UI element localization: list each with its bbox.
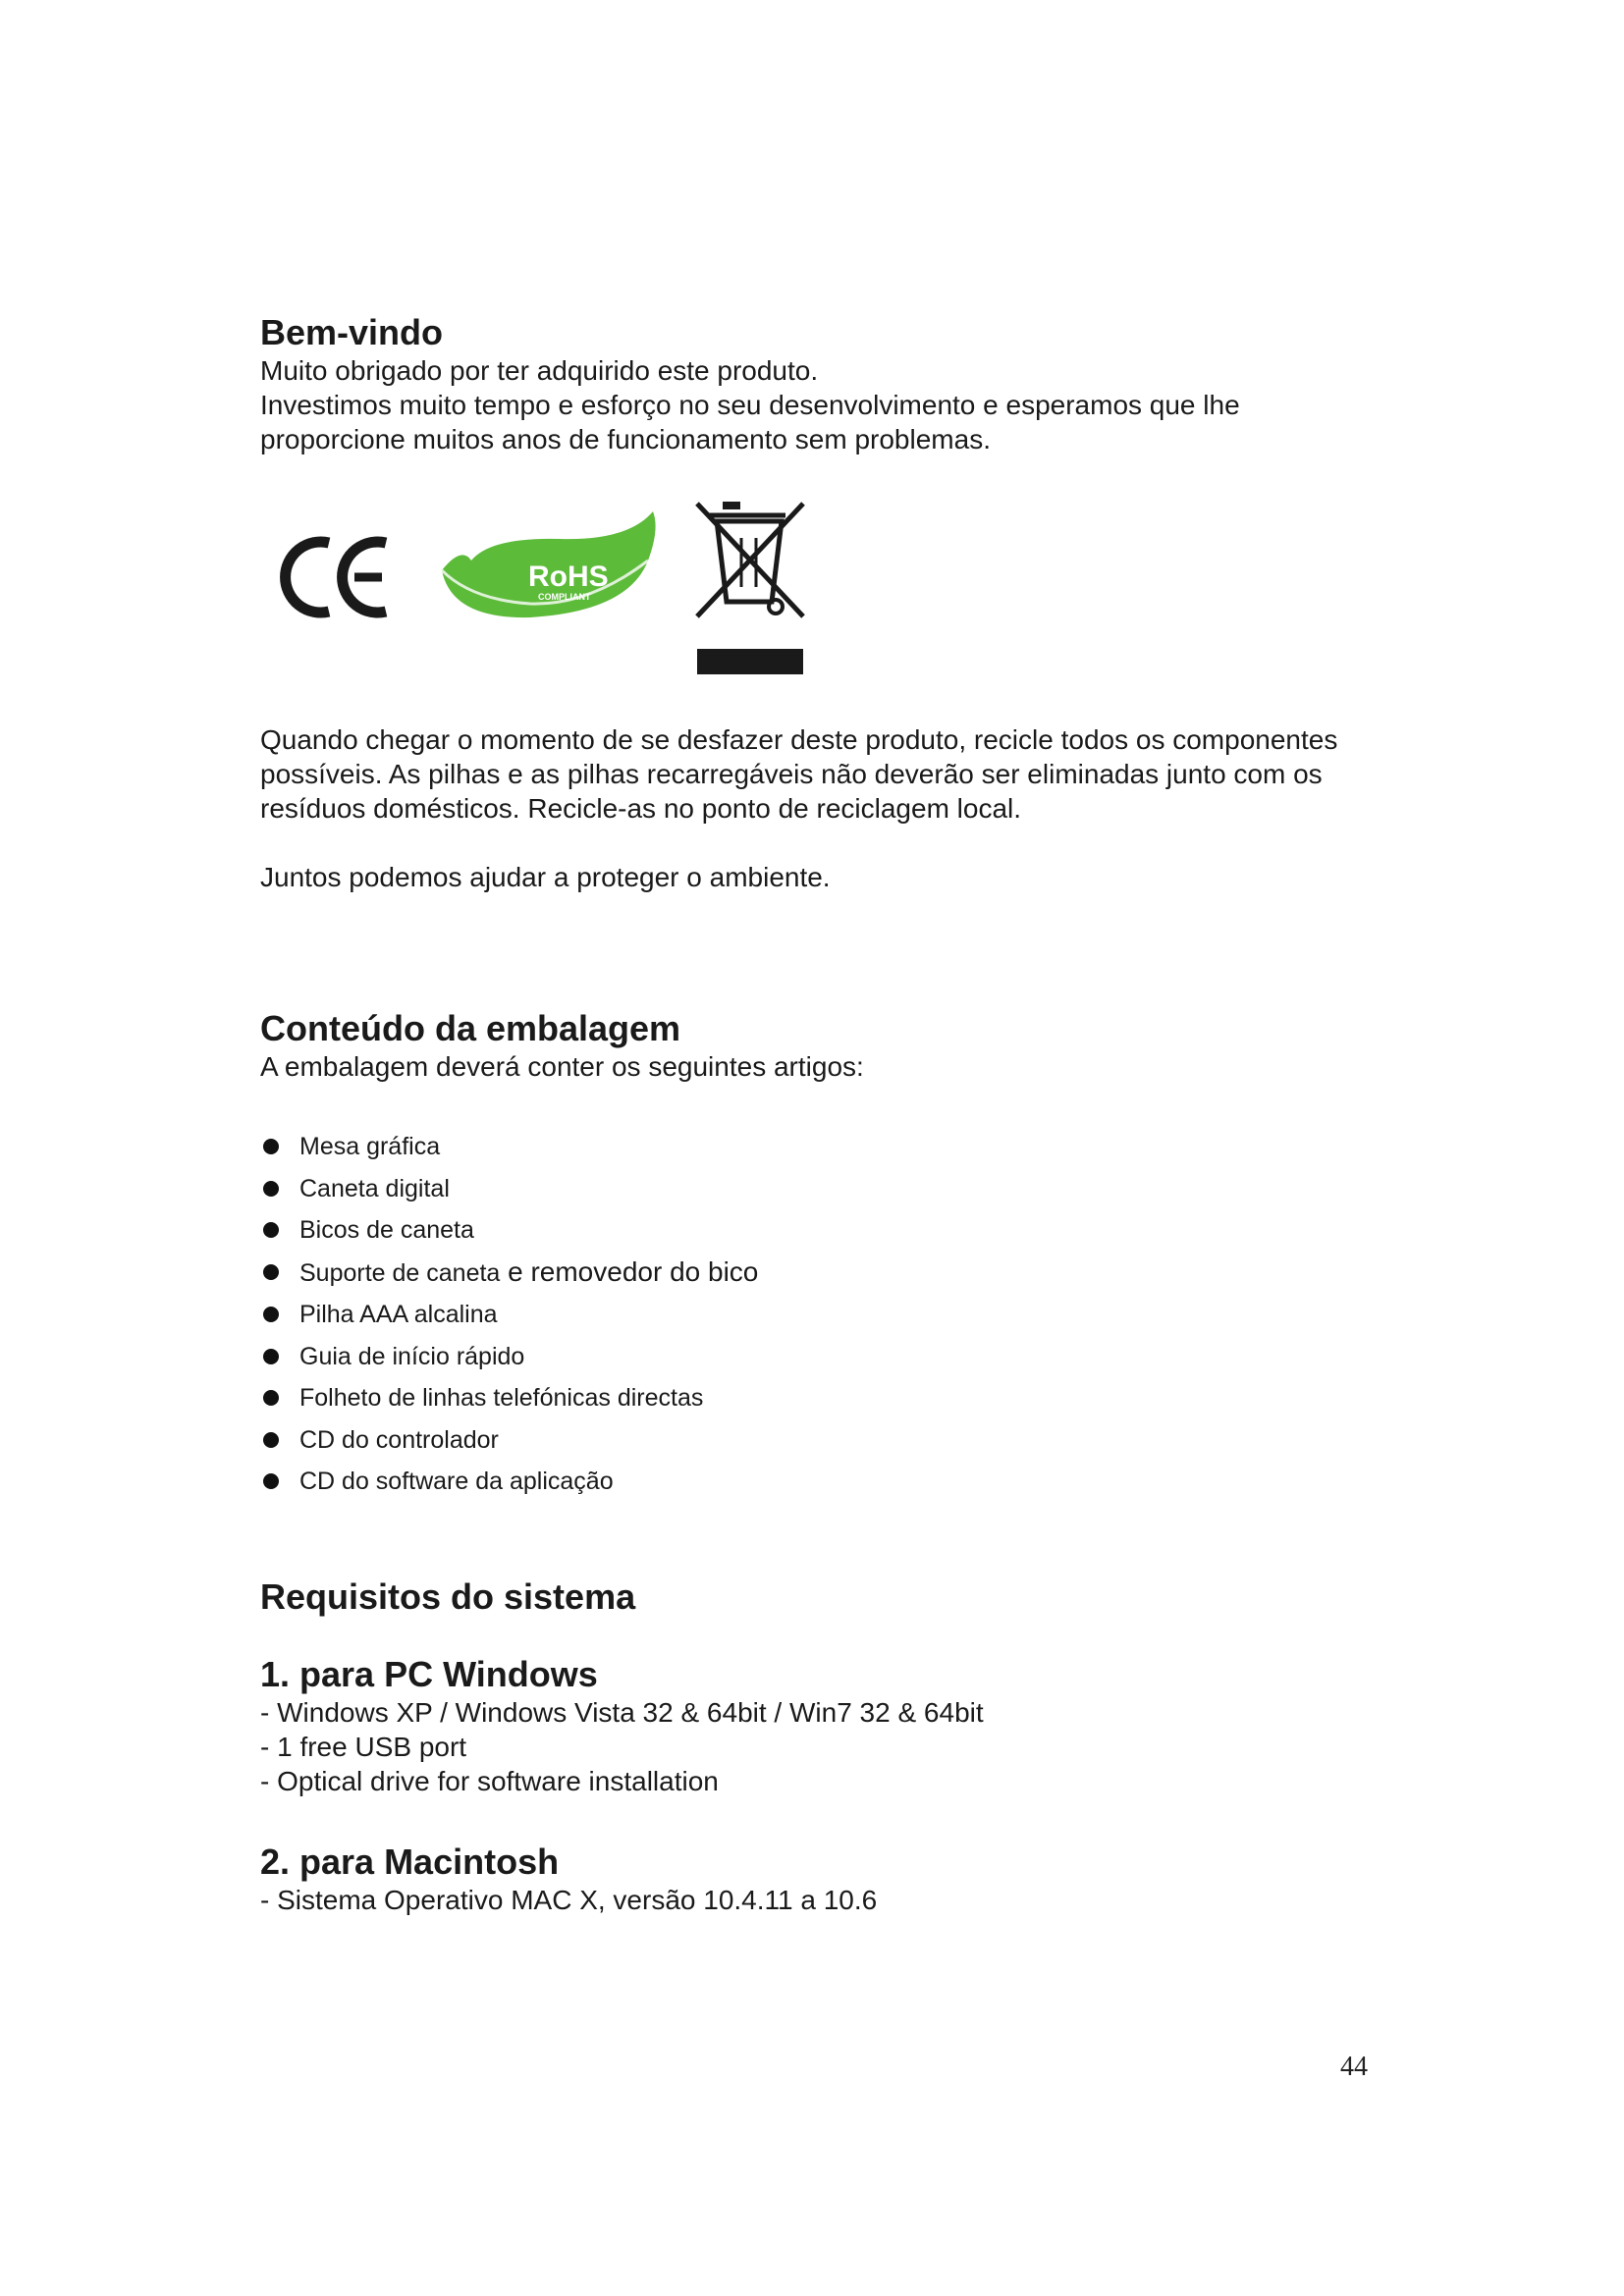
list-item-extra-text: e removedor do bico	[500, 1255, 759, 1287]
list-item: CD do controlador	[260, 1419, 1370, 1462]
page-content	[260, 312, 1370, 1917]
package-contents-list	[260, 1126, 1370, 1503]
list-item	[260, 1252, 1370, 1295]
list-item: Mesa gráfica	[260, 1126, 1370, 1168]
list-item: Bicos de caneta	[260, 1209, 1370, 1252]
rohs-sub-label: COMPLIANT	[538, 592, 591, 602]
pc-requirement-line: - Windows XP / Windows Vista 32 & 64bit / Win7 32 & 64bit	[260, 1696, 984, 1728]
ce-mark-icon	[280, 533, 398, 621]
rohs-leaf-icon	[432, 502, 668, 634]
mac-requirement-line: - Sistema Operativo MAC X, versão 10.4.11 a 10.6	[260, 1884, 878, 1915]
certification-logos	[260, 494, 1370, 685]
system-requirements-heading: Requisitos do sistema	[260, 1575, 636, 1617]
welcome-heading: Bem-vindo	[260, 312, 444, 352]
pc-windows-heading: 1. para PC Windows	[260, 1653, 598, 1694]
rohs-label: RoHS	[528, 561, 609, 593]
pc-requirement-line: - 1 free USB port	[260, 1731, 467, 1762]
ce-label: CE	[280, 533, 282, 534]
recycle-paragraph: Quando chegar o momento de se desfazer deste produto, recicle todos os componentes possíveis. As pilhas e as pilhas recarregáveis não deverão ser eliminadas junto com os resíduos domésticos. Recicle-as no ponto de reciclagem local.	[260, 724, 1338, 824]
crossed-out-wheelie-bin-icon	[687, 494, 815, 685]
welcome-line-2: Investimos muito tempo e esforço no seu desenvolvimento e esperamos que lhe proporcione muitos anos de funcionamento sem problemas.	[260, 390, 1240, 454]
list-item: CD do software da aplicação	[260, 1461, 1370, 1503]
page-number: 44	[1340, 2052, 1368, 2082]
list-item: Guia de início rápido	[260, 1336, 1370, 1378]
pc-requirement-line: - Optical drive for software installation	[260, 1765, 719, 1796]
list-item: Caneta digital	[260, 1168, 1370, 1210]
package-contents-heading: Conteúdo da embalagem	[260, 1008, 681, 1048]
welcome-line-1: Muito obrigado por ter adquirido este produto.	[260, 355, 819, 386]
list-item: Folheto de linhas telefónicas directas	[260, 1377, 1370, 1419]
package-contents-intro: A embalagem deverá conter os seguintes artigos:	[260, 1051, 864, 1082]
list-item-text: Suporte de caneta	[299, 1258, 501, 1287]
environment-sentence: Juntos podemos ajudar a proteger o ambiente.	[260, 862, 831, 892]
macintosh-heading: 2. para Macintosh	[260, 1841, 560, 1882]
list-item: Pilha AAA alcalina	[260, 1294, 1370, 1336]
